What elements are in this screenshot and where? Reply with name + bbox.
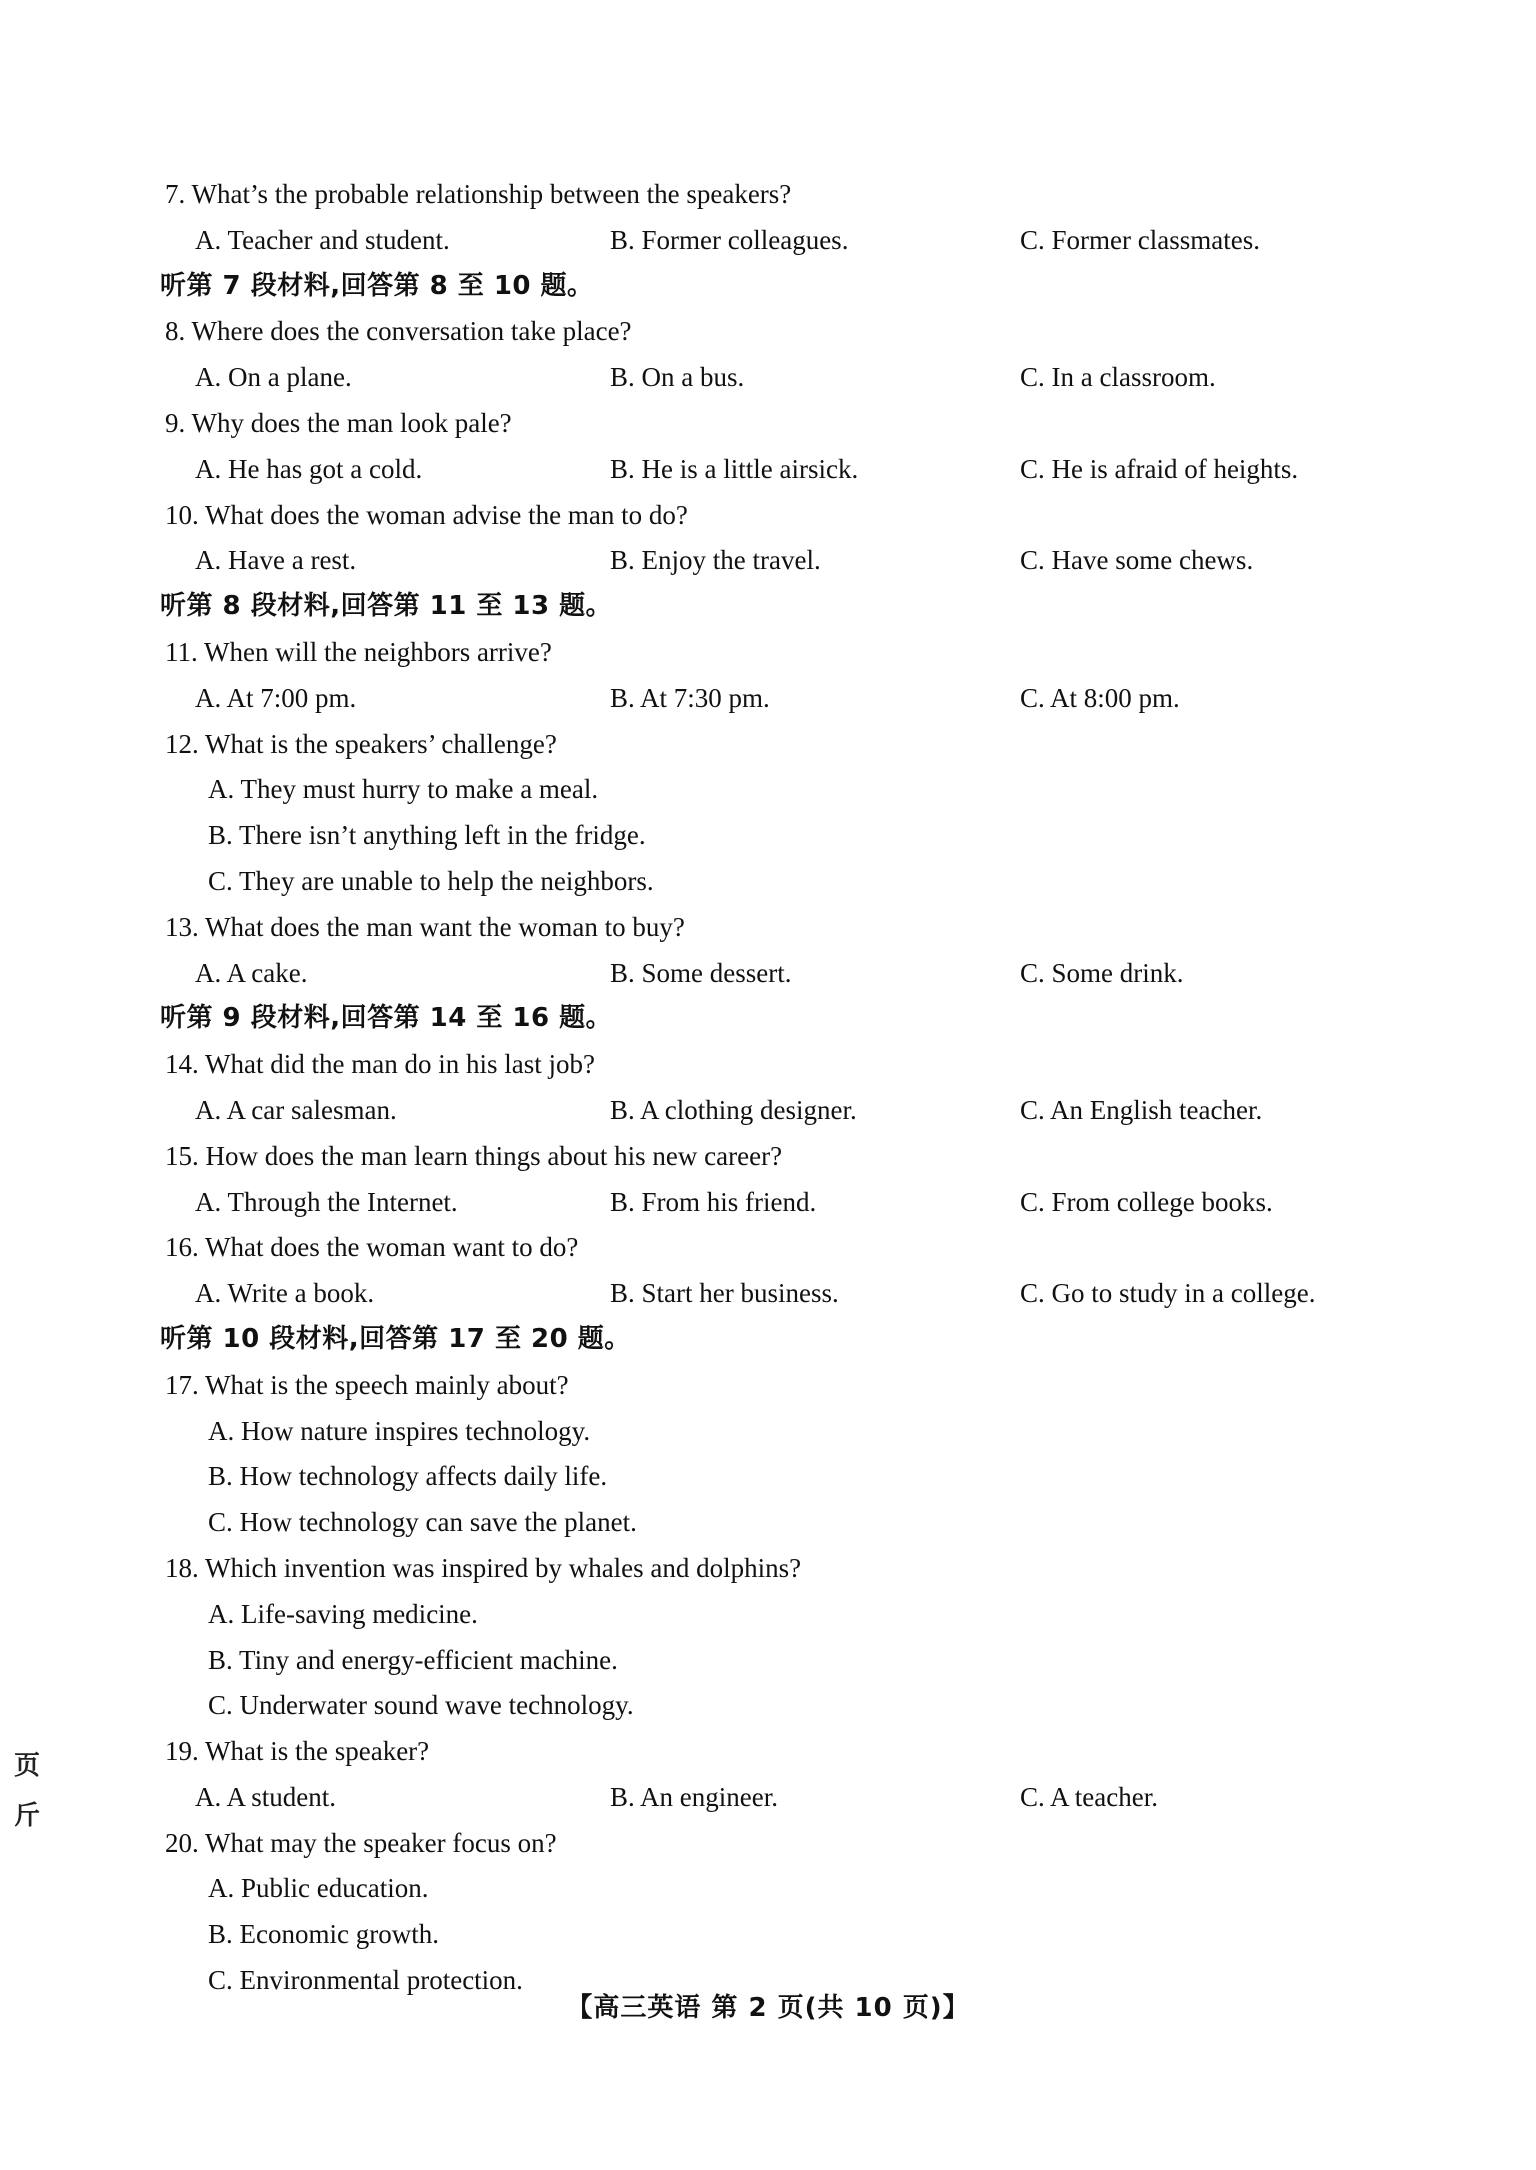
- question-text: 20. What may the speaker focus on?: [165, 1827, 557, 1858]
- answer-options-row: [160, 951, 1410, 997]
- option-a: A. A student.: [195, 1781, 337, 1812]
- option-b: B. Enjoy the travel.: [610, 545, 821, 576]
- option-a: A. Write a book.: [195, 1278, 375, 1309]
- option-c: C. Former classmates.: [1020, 224, 1260, 255]
- section-instruction: 听第 7 段材料,回答第 8 至 10 题。: [160, 270, 594, 301]
- section-instruction: 听第 8 段材料,回答第 11 至 13 题。: [160, 591, 613, 622]
- option-c: C. From college books.: [1020, 1186, 1273, 1217]
- answer-option: C. Underwater sound wave technology.: [208, 1690, 634, 1721]
- question-text: 17. What is the speech mainly about?: [165, 1369, 569, 1400]
- section-instruction: 听第 9 段材料,回答第 14 至 16 题。: [160, 1003, 613, 1034]
- option-a: A. Teacher and student.: [195, 224, 450, 255]
- question-text: 15. How does the man learn things about his new career?: [165, 1140, 783, 1171]
- option-a: A. He has got a cold.: [195, 453, 423, 484]
- answer-options-row: [160, 1775, 1410, 1821]
- question-text: 8. Where does the conversation take place?: [165, 316, 632, 347]
- question-text: 11. When will the neighbors arrive?: [165, 636, 552, 667]
- option-c: C. At 8:00 pm.: [1020, 682, 1180, 713]
- option-b: B. An engineer.: [610, 1781, 778, 1812]
- margin-mark: 斤: [14, 1801, 41, 1831]
- answer-options-row: [160, 218, 1410, 264]
- option-a: A. At 7:00 pm.: [195, 682, 357, 713]
- margin-mark: 页: [14, 1751, 41, 1781]
- answer-options-row: [160, 447, 1410, 493]
- option-a: A. A car salesman.: [195, 1094, 397, 1125]
- option-c: C. An English teacher.: [1020, 1094, 1263, 1125]
- option-c: C. In a classroom.: [1020, 362, 1216, 393]
- option-b: B. Start her business.: [610, 1278, 839, 1309]
- option-c: C. A teacher.: [1020, 1781, 1158, 1812]
- section-instruction: 听第 10 段材料,回答第 17 至 20 题。: [160, 1323, 631, 1354]
- question-list: [160, 172, 1410, 2004]
- question-text: 18. Which invention was inspired by whales and dolphins?: [165, 1552, 802, 1583]
- answer-options-row: [160, 676, 1410, 722]
- question-text: 16. What does the woman want to do?: [165, 1232, 579, 1263]
- question-text: 14. What did the man do in his last job?: [165, 1049, 595, 1080]
- answer-option: B. Tiny and energy-efficient machine.: [208, 1644, 618, 1675]
- answer-option: A. They must hurry to make a meal.: [208, 774, 599, 805]
- option-c: C. He is afraid of heights.: [1020, 453, 1299, 484]
- option-b: B. He is a little airsick.: [610, 453, 859, 484]
- question-text: 12. What is the speakers’ challenge?: [165, 728, 557, 759]
- answer-option: A. How nature inspires technology.: [208, 1415, 591, 1446]
- question-text: 19. What is the speaker?: [165, 1736, 430, 1767]
- answer-option: B. How technology affects daily life.: [208, 1461, 608, 1492]
- answer-option: C. Environmental protection.: [208, 1965, 523, 1996]
- question-text: 7. What’s the probable relationship between the speakers?: [165, 179, 792, 209]
- page-footer: 【高三英语 第 2 页(共 10 页)】: [566, 1993, 970, 2023]
- question-text: 9. Why does the man look pale?: [165, 407, 512, 438]
- answer-options-row: [160, 1180, 1410, 1226]
- option-b: B. On a bus.: [610, 362, 745, 393]
- option-b: B. A clothing designer.: [610, 1094, 857, 1125]
- option-a: A. Have a rest.: [195, 545, 357, 576]
- option-a: A. On a plane.: [195, 362, 352, 393]
- answer-options-row: [160, 538, 1410, 584]
- question-text: 13. What does the man want the woman to buy?: [165, 911, 685, 942]
- option-b: B. At 7:30 pm.: [610, 682, 770, 713]
- question-text: 10. What does the woman advise the man to do?: [165, 499, 688, 530]
- option-a: A. Through the Internet.: [195, 1186, 458, 1217]
- option-b: B. Some dessert.: [610, 957, 792, 988]
- option-b: B. Former colleagues.: [610, 224, 849, 255]
- answer-options-row: [160, 355, 1410, 401]
- answer-option: C. They are unable to help the neighbors.: [208, 865, 654, 896]
- option-b: B. From his friend.: [610, 1186, 817, 1217]
- answer-option: B. Economic growth.: [208, 1919, 439, 1950]
- answer-option: B. There isn’t anything left in the fridge.: [208, 820, 646, 851]
- answer-option: A. Life-saving medicine.: [208, 1598, 478, 1629]
- answer-option: C. How technology can save the planet.: [208, 1507, 637, 1538]
- option-c: C. Some drink.: [1020, 957, 1184, 988]
- option-c: C. Go to study in a college.: [1020, 1278, 1316, 1309]
- option-c: C. Have some chews.: [1020, 545, 1254, 576]
- option-a: A. A cake.: [195, 957, 308, 988]
- answer-options-row: [160, 1088, 1410, 1134]
- answer-option: A. Public education.: [208, 1873, 429, 1904]
- answer-options-row: [160, 1271, 1410, 1317]
